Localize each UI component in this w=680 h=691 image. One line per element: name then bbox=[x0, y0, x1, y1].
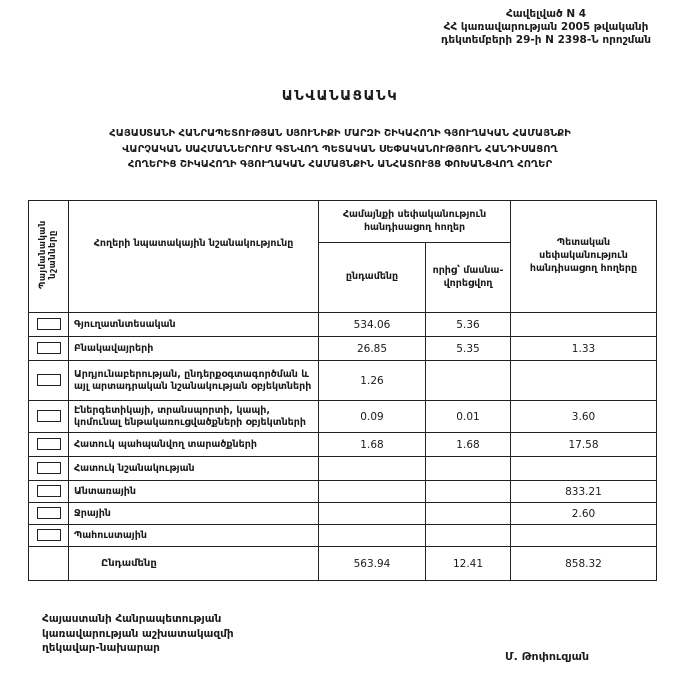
total-state-lands-cell: 858.32 bbox=[511, 547, 657, 581]
land-purpose-cell: Արդյունաբերության, ընդերքօգտագործման և այլ արտադրական նշանակության օբյեկտների bbox=[69, 361, 319, 401]
state-lands-cell: 833.21 bbox=[511, 481, 657, 503]
land-purpose-cell: Բնակավայրերի bbox=[69, 337, 319, 361]
state-lands-cell: 3.60 bbox=[511, 401, 657, 433]
signatory-title-block bbox=[42, 612, 234, 656]
community-privatized-cell bbox=[426, 457, 511, 481]
community-total-cell bbox=[319, 481, 426, 503]
state-lands-cell: 17.58 bbox=[511, 433, 657, 457]
land-transfer-table bbox=[28, 200, 657, 581]
total-label-cell: Ընդամենը bbox=[69, 547, 319, 581]
legend-box-icon bbox=[37, 374, 61, 386]
legend-box-icon bbox=[37, 485, 61, 497]
community-privatized-cell bbox=[426, 481, 511, 503]
symbol-cell bbox=[29, 401, 69, 433]
table-row-special-purpose bbox=[29, 457, 657, 481]
table-row-agricultural bbox=[29, 313, 657, 337]
legend-box-icon bbox=[37, 529, 61, 541]
symbol-cell bbox=[29, 361, 69, 401]
symbol-cell bbox=[29, 503, 69, 525]
symbol-cell bbox=[29, 457, 69, 481]
column-header-community-total: ընդամենը bbox=[319, 243, 426, 313]
state-lands-cell bbox=[511, 525, 657, 547]
appendix-line-3: դեկտեմբերի 29-ի N 2398-Ն որոշման bbox=[440, 34, 652, 47]
community-privatized-cell: 5.35 bbox=[426, 337, 511, 361]
legend-box-icon bbox=[37, 410, 61, 422]
table-row-settlements bbox=[29, 337, 657, 361]
state-lands-cell: 1.33 bbox=[511, 337, 657, 361]
community-total-cell bbox=[319, 525, 426, 547]
column-header-purpose: Հողերի նպատակային նշանակությունը bbox=[69, 201, 319, 313]
table-row-protected-areas bbox=[29, 433, 657, 457]
symbol-cell bbox=[29, 433, 69, 457]
community-total-cell: 26.85 bbox=[319, 337, 426, 361]
land-purpose-cell: Էներգետիկայի, տրանսպորտի, կապի, կոմունալ ենթակառուցվածքների օբյեկտների bbox=[69, 401, 319, 433]
total-community-privatized-cell: 12.41 bbox=[426, 547, 511, 581]
table-row-total bbox=[29, 547, 657, 581]
community-privatized-cell bbox=[426, 361, 511, 401]
land-purpose-cell: Հատուկ նշանակության bbox=[69, 457, 319, 481]
subtitle-line-3: ՀՈՂԵՐԻՑ ՇԻԿԱՀՈՂԻ ԳՅՈՒՂԱԿԱՆ ՀԱՄԱՅՆՔԻՆ ԱՆՀԱՏՈՒՅՑ ՓՈԽԱՆՑՎՈՂ ՀՈՂԵՐ bbox=[127, 159, 553, 170]
land-purpose-cell: Գյուղատնտեսական bbox=[69, 313, 319, 337]
community-privatized-cell: 5.36 bbox=[426, 313, 511, 337]
community-total-cell: 534.06 bbox=[319, 313, 426, 337]
column-header-symbols bbox=[29, 201, 69, 313]
legend-box-icon bbox=[37, 318, 61, 330]
appendix-line-2: ՀՀ կառավարության 2005 թվականի bbox=[443, 21, 649, 34]
symbol-cell bbox=[29, 337, 69, 361]
document-subtitle bbox=[0, 126, 680, 173]
table-row-energy-transport bbox=[29, 401, 657, 433]
signatory-title-line-2: կառավարության աշխատակազմի bbox=[42, 627, 234, 640]
table-row-forest bbox=[29, 481, 657, 503]
column-group-community-lands: Համայնքի սեփականություն հանդիսացող հողեր bbox=[319, 201, 511, 243]
state-lands-cell bbox=[511, 361, 657, 401]
community-privatized-cell bbox=[426, 525, 511, 547]
community-total-cell: 0.09 bbox=[319, 401, 426, 433]
land-purpose-cell: Պահուստային bbox=[69, 525, 319, 547]
community-privatized-cell bbox=[426, 503, 511, 525]
column-header-community-privatized: որից՝ մասնա-վորեցվող bbox=[426, 243, 511, 313]
subtitle-line-1: ՀԱՅԱՍՏԱՆԻ ՀԱՆՐԱՊԵՏՈՒԹՅԱՆ ՍՅՈՒՆԻՔԻ ՄԱՐԶԻ ՇԻԿԱՀՈՂԻ ԳՅՈՒՂԱԿԱՆ ՀԱՄԱՅՆՔԻ bbox=[109, 128, 571, 139]
land-purpose-cell: Անտառային bbox=[69, 481, 319, 503]
legend-box-icon bbox=[37, 438, 61, 450]
appendix-note bbox=[420, 8, 672, 47]
total-community-total-cell: 563.94 bbox=[319, 547, 426, 581]
appendix-line-1: Հավելված N 4 bbox=[505, 8, 587, 20]
community-total-cell bbox=[319, 457, 426, 481]
land-purpose-cell: Ջրային bbox=[69, 503, 319, 525]
signatory-title-line-1: Հայաստանի Հանրապետության bbox=[42, 613, 222, 625]
signatory-title-line-3: ղեկավար-նախարար bbox=[42, 642, 160, 655]
land-purpose-cell: Հատուկ պահպանվող տարածքների bbox=[69, 433, 319, 457]
community-total-cell: 1.68 bbox=[319, 433, 426, 457]
legend-box-icon bbox=[37, 507, 61, 519]
community-total-cell: 1.26 bbox=[319, 361, 426, 401]
symbol-cell bbox=[29, 313, 69, 337]
community-privatized-cell: 0.01 bbox=[426, 401, 511, 433]
table-header-row-1 bbox=[29, 201, 657, 243]
signatory-name: Մ. Թոփուզյան bbox=[505, 650, 590, 663]
subtitle-line-2: ՎԱՐՉԱԿԱՆ ՍԱՀՄԱՆՆԵՐՈՒՄ ԳՏՆՎՈՂ ՊԵՏԱԿԱՆ ՍԵՓԱԿԱՆՈՒԹՅՈՒՆ ՀԱՆԴԻՍԱՑՈՂ bbox=[122, 143, 558, 155]
table-row-water bbox=[29, 503, 657, 525]
symbols-header-label: Պայմանական նշանները bbox=[38, 220, 59, 289]
state-lands-cell bbox=[511, 457, 657, 481]
table-row-industrial bbox=[29, 361, 657, 401]
state-lands-cell: 2.60 bbox=[511, 503, 657, 525]
symbol-cell bbox=[29, 525, 69, 547]
table-row-reserve bbox=[29, 525, 657, 547]
community-total-cell bbox=[319, 503, 426, 525]
legend-box-icon bbox=[37, 342, 61, 354]
legend-box-icon bbox=[37, 462, 61, 474]
symbol-cell-empty bbox=[29, 547, 69, 581]
column-header-state-lands: Պետական սեփականություն հանդիսացող հողերը bbox=[511, 201, 657, 313]
state-lands-cell bbox=[511, 313, 657, 337]
community-privatized-cell: 1.68 bbox=[426, 433, 511, 457]
page-title: ԱՆՎԱՆԱՑԱՆԿ bbox=[281, 88, 399, 104]
symbol-cell bbox=[29, 481, 69, 503]
